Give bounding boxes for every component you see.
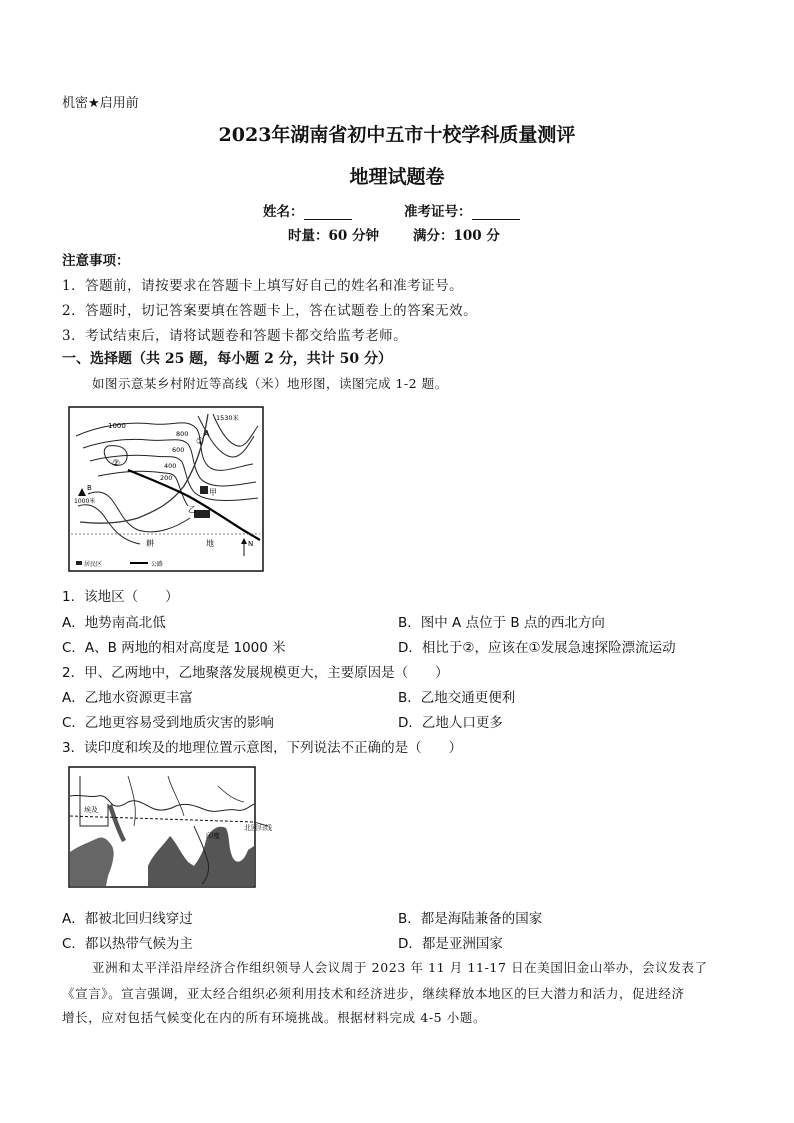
question-1-option-d: D．相比于②，应该在①发展急速探险漂流运动 [398,640,676,656]
id-label: 准考证号： [404,204,472,220]
note-item: 1．答题前，请按要求在答题卡上填写好自己的姓名和准考证号。 [62,278,464,294]
point-b-elevation: 1000米 [74,498,96,505]
farmland-label-1: 耕 [146,539,154,548]
legend-road: 公路 [151,561,164,568]
question-1-option-c: C．A、B 两地的相对高度是 1000 米 [62,640,286,656]
peak-elevation-label: 1530米 [216,414,240,422]
exam-subtitle: 地理试题卷 [349,166,445,188]
point-a-label: A [204,429,210,438]
note-item: 3．考试结束后，请将试题卷和答题卡都交给监考老师。 [62,328,408,344]
score-info: 满分：100 分 [413,228,500,244]
farmland-label-2: 地 [206,539,214,548]
question-2-option-b: B．乙地交通更便利 [398,690,516,706]
question-2-option-d: D．乙地人口更多 [398,715,503,731]
contour-map [68,406,264,572]
point-b-label: B [87,484,92,492]
question-3-option-a: A．都被北回归线穿过 [62,911,193,927]
tropic-of-cancer-label: 北回归线 [244,824,272,832]
name-label: 姓名： [263,204,304,220]
note-item: 2．答题时，切记答案要填在答题卡上，答在试题卷上的答案无效。 [62,303,478,319]
location-jia-label: 甲 [209,488,217,497]
india-label: 印度 [206,832,220,840]
time-info: 时量：60 分钟 [288,228,379,244]
question-2-stem: 2．甲、乙两地中，乙地聚落发展规模更大，主要原因是（ ） [62,665,449,681]
question-1-option-a: A．地势南高北低 [62,615,166,631]
contour-label-600: 600 [172,446,185,454]
notes-heading: 注意事项： [62,253,130,269]
north-label: N [248,540,254,548]
location-1-marker: ① [196,437,205,447]
location-2-marker: ② [112,459,121,469]
material-line-1: 亚洲和太平洋沿岸经济合作组织领导人会议周于 2023 年 11 月 11-17 日在美国旧金山举办，会议发表了 [92,960,708,975]
question-1-option-b: B．图中 A 点位于 B 点的西北方向 [398,615,605,631]
name-blank [304,205,352,220]
contour-label-800: 800 [176,430,189,438]
question-3-stem: 3．读印度和埃及的地理位置示意图，下列说法不正确的是（ ） [62,740,463,756]
material-line-2: 《宣言》。宣言强调，亚太经合组织必须利用技术和经济进步，继续释放本地区的巨大潜力和活力，促进经济 [62,986,685,1001]
question-2-option-a: A．乙地水资源更丰富 [62,690,193,706]
question-3-option-d: D．都是亚洲国家 [398,936,503,952]
section-heading: 一、选择题（共 25 题，每小题 2 分，共计 50 分） [62,351,392,367]
id-blank [472,205,520,220]
legend-residential: 居民区 [84,561,103,568]
question-2-option-c: C．乙地更容易受到地质灾害的影响 [62,715,274,731]
id-field [404,200,520,220]
question-1-stem: 1．该地区（ ） [62,589,179,605]
confidential-mark: 机密★启用前 [62,96,139,111]
egypt-label: 埃及 [84,806,98,814]
name-field [263,200,352,220]
question-intro: 如图示意某乡村附近等高线（米）地形图，读图完成 1-2 题。 [92,376,448,391]
contour-label-400: 400 [164,462,177,470]
exam-title: 2023年湖南省初中五市十校学科质量测评 [218,124,576,146]
contour-label-200: 200 [160,474,173,482]
location-yi-label: 乙 [188,505,196,514]
material-line-3: 增长，应对包括气候变化在内的所有环境挑战。根据材料完成 4-5 小题。 [62,1010,487,1025]
question-3-option-b: B．都是海陆兼备的国家 [398,911,543,927]
question-3-option-c: C．都以热带气候为主 [62,936,193,952]
india-egypt-map [68,766,284,890]
contour-label-1000: 1000 [108,422,126,430]
